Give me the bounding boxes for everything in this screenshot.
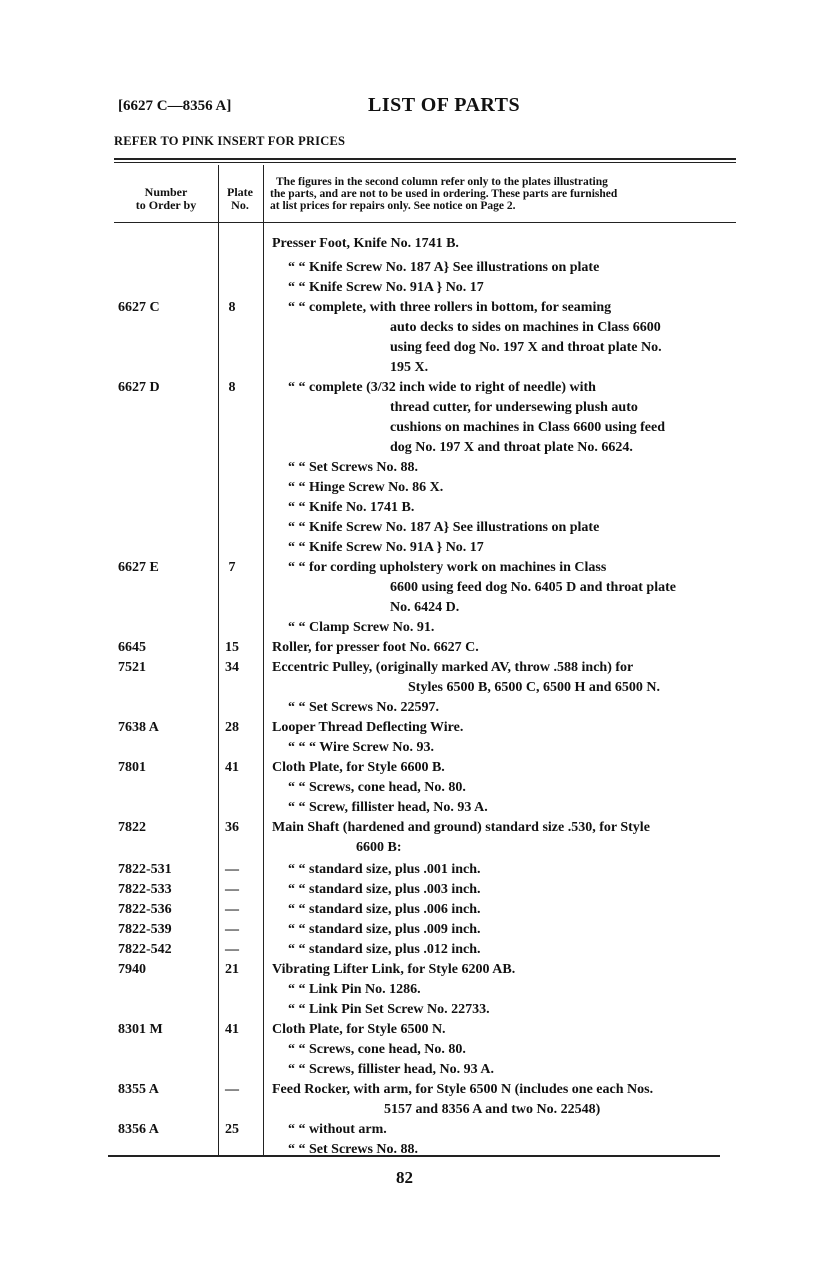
- part-description: “ “ Link Pin Set Screw No. 22733.: [288, 1002, 490, 1017]
- part-description: No. 6424 D.: [390, 600, 460, 615]
- page-title: LIST OF PARTS: [368, 94, 521, 116]
- plate-number: —: [225, 902, 239, 917]
- plate-number: 41: [225, 760, 239, 775]
- part-number: 7822-542: [118, 942, 172, 957]
- part-description: Styles 6500 B, 6500 C, 6500 H and 6500 N.: [408, 680, 661, 695]
- part-description: Cloth Plate, for Style 6600 B.: [272, 760, 445, 775]
- part-description: “ “ standard size, plus .012 inch.: [288, 942, 481, 957]
- document-code: [6627 C—8356 A]: [118, 98, 232, 114]
- part-number: 7822-536: [118, 902, 172, 917]
- part-description: Feed Rocker, with arm, for Style 6500 N (includes one each Nos.: [272, 1082, 654, 1097]
- part-description: 195 X.: [390, 360, 429, 375]
- plate-number: 28: [225, 720, 239, 735]
- plate-number: 21: [225, 962, 239, 977]
- part-description: Roller, for presser foot No. 6627 C.: [272, 640, 479, 655]
- part-description: “ “ complete, with three rollers in bottom, for seaming: [288, 300, 612, 315]
- plate-number: 41: [225, 1022, 239, 1037]
- part-description: “ “ Knife Screw No. 187 A} See illustrations on plate: [288, 520, 600, 535]
- part-number: 7521: [118, 660, 146, 675]
- part-description: “ “ standard size, plus .001 inch.: [288, 862, 481, 877]
- part-number: 6627 D: [118, 380, 160, 395]
- part-description: “ “ Set Screws No. 22597.: [288, 700, 440, 715]
- part-description: “ “ Hinge Screw No. 86 X.: [288, 480, 444, 495]
- column-note: The figures in the second column refer only to the plates illustrating the parts, and are not to be used in ordering. These parts are furnished at list prices for repairs only. See notice on Page 2.: [270, 176, 618, 212]
- part-description: cushions on machines in Class 6600 using feed: [390, 420, 666, 435]
- header-bottom-rule: [114, 222, 736, 223]
- top-rule-thin: [114, 162, 736, 163]
- part-description: Looper Thread Deflecting Wire.: [272, 720, 464, 735]
- part-number: 6627 C: [118, 300, 160, 315]
- part-description: “ “ Screws, cone head, No. 80.: [288, 780, 466, 795]
- part-description: “ “ standard size, plus .006 inch.: [288, 902, 481, 917]
- part-description: auto decks to sides on machines in Class 6600: [390, 320, 661, 335]
- plate-number: 15: [225, 640, 239, 655]
- part-number: 8355 A: [118, 1082, 159, 1097]
- part-description: “ “ Knife Screw No. 91A } No. 17: [288, 540, 484, 555]
- plate-number: —: [225, 862, 239, 877]
- part-number: 7822-533: [118, 882, 172, 897]
- part-description: “ “ Screws, fillister head, No. 93 A.: [288, 1062, 494, 1077]
- part-number: 8356 A: [118, 1122, 159, 1137]
- column-divider-1: [218, 165, 219, 1155]
- plate-number: 25: [225, 1122, 239, 1137]
- plate-number: —: [225, 922, 239, 937]
- part-number: 7822-531: [118, 862, 172, 877]
- part-description: “ “ Set Screws No. 88.: [288, 460, 419, 475]
- part-description: Presser Foot, Knife No. 1741 B.: [272, 236, 459, 251]
- plate-number: —: [225, 942, 239, 957]
- part-description: “ “ Clamp Screw No. 91.: [288, 620, 435, 635]
- top-rule: [114, 158, 736, 160]
- part-description: Cloth Plate, for Style 6500 N.: [272, 1022, 446, 1037]
- part-number: 7801: [118, 760, 146, 775]
- part-description: Vibrating Lifter Link, for Style 6200 AB.: [272, 962, 516, 977]
- plate-number: 7: [228, 560, 236, 575]
- part-description: “ “ Set Screws No. 88.: [288, 1142, 419, 1157]
- part-description: “ “ Knife No. 1741 B.: [288, 500, 415, 515]
- part-number: 7822: [118, 820, 146, 835]
- part-description: “ “ standard size, plus .003 inch.: [288, 882, 481, 897]
- plate-number: —: [225, 882, 239, 897]
- part-description: “ “ standard size, plus .009 inch.: [288, 922, 481, 937]
- part-description: “ “ Link Pin No. 1286.: [288, 982, 421, 997]
- part-number: 7638 A: [118, 720, 159, 735]
- plate-column-header: Plate No.: [227, 185, 253, 212]
- part-description: Eccentric Pulley, (originally marked AV, throw .588 inch) for: [272, 660, 634, 675]
- plate-number: —: [225, 1082, 239, 1097]
- part-number: 6627 E: [118, 560, 159, 575]
- plate-number: 36: [225, 820, 239, 835]
- part-description: thread cutter, for undersewing plush auto: [390, 400, 638, 415]
- part-number: 8301 M: [118, 1022, 163, 1037]
- plate-number: 8: [228, 300, 236, 315]
- price-reference-note: REFER TO PINK INSERT FOR PRICES: [114, 134, 346, 148]
- part-number: 6645: [118, 640, 146, 655]
- part-description: “ “ complete (3/32 inch wide to right of needle) with: [288, 380, 596, 395]
- part-description: “ “ for cording upholstery work on machines in Class: [288, 560, 607, 575]
- plate-number: 34: [225, 660, 239, 675]
- part-description: “ “ without arm.: [288, 1122, 387, 1137]
- part-description: “ “ Knife Screw No. 91A } No. 17: [288, 280, 484, 295]
- part-description: 6600 B:: [356, 840, 402, 855]
- part-description: “ “ Knife Screw No. 187 A} See illustrations on plate: [288, 260, 600, 275]
- part-description: using feed dog No. 197 X and throat plate No.: [390, 340, 662, 355]
- number-column-header: Number to Order by: [135, 185, 197, 212]
- part-description: “ “ Screws, cone head, No. 80.: [288, 1042, 466, 1057]
- page-number: 82: [396, 1168, 413, 1187]
- part-description: dog No. 197 X and throat plate No. 6624.: [390, 440, 633, 455]
- plate-number: 8: [228, 380, 236, 395]
- part-description: Main Shaft (hardened and ground) standard size .530, for Style: [272, 820, 650, 835]
- part-number: 7940: [118, 962, 146, 977]
- part-number: 7822-539: [118, 922, 172, 937]
- column-divider-2: [263, 165, 264, 1155]
- part-description: 5157 and 8356 A and two No. 22548): [384, 1102, 601, 1117]
- part-description: “ “ “ Wire Screw No. 93.: [288, 740, 434, 755]
- part-description: “ “ Screw, fillister head, No. 93 A.: [288, 800, 488, 815]
- part-description: 6600 using feed dog No. 6405 D and throat plate: [390, 580, 676, 595]
